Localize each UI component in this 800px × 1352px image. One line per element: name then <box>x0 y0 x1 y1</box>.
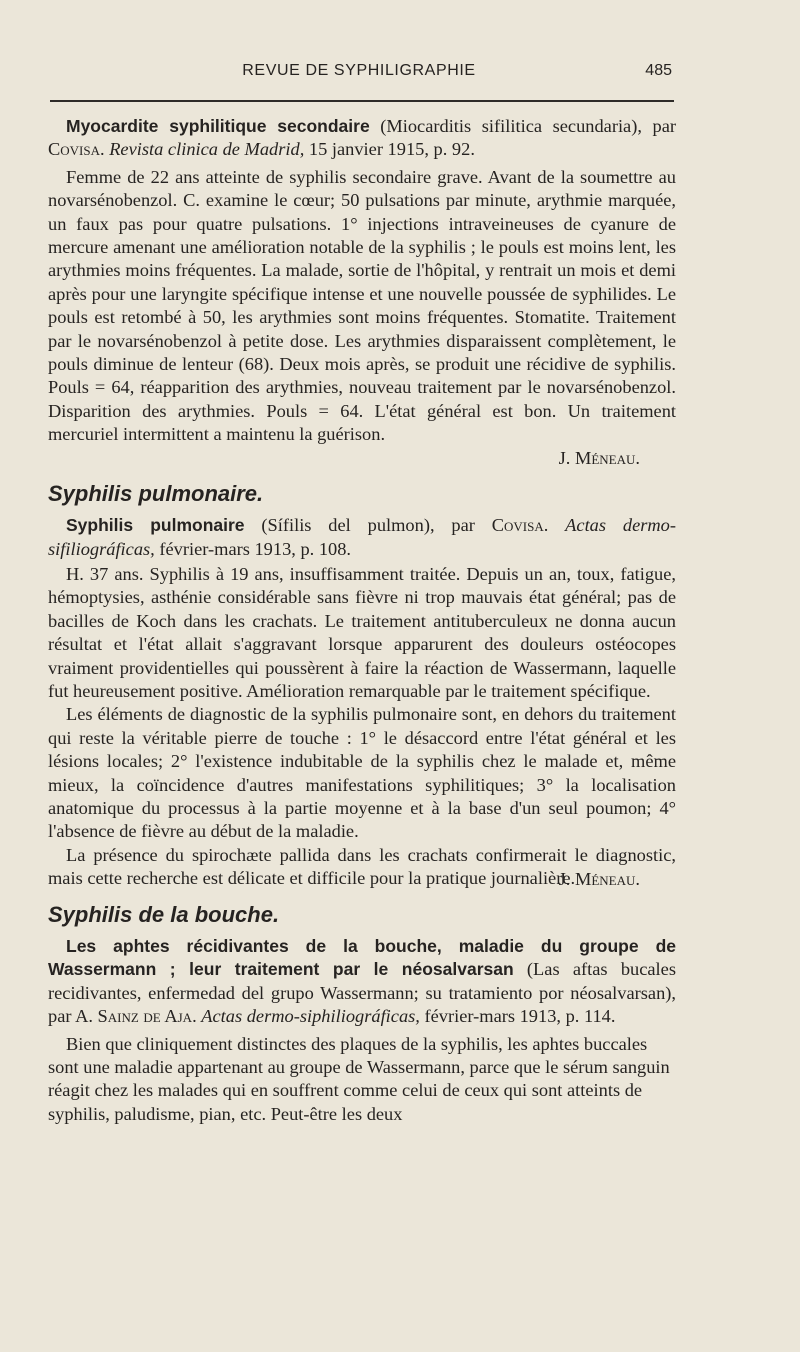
signature: J. Méneau. <box>558 868 640 889</box>
section-heading: Syphilis pulmonaire. <box>48 481 264 507</box>
citation-text: . <box>543 515 566 536</box>
article-title: Myocardite syphilitique secondaire <box>66 116 370 136</box>
page-body <box>48 115 676 1126</box>
citation-text: . <box>100 139 110 160</box>
citation-text: . <box>192 1006 202 1027</box>
article-paragraph: Femme de 22 ans atteinte de syphilis secondaire grave. Avant de la soumettre au novarsénobenzol. C. examine le cœur; 50 pulsations par minute, arythmie marquée, un faux pas pour quatre pulsations. 1° injections intraveineuses de cyanure de mercure amenant une amélioration notable de la syphilis ; le pouls est moins lent, les arythmies moins fréquentes. La malade, sortie de l'hôpital, y rentrait un mois et demi après pour une laryngite spécifique intense et une nouvelle poussée de syphilides. Le pouls est retombé à 50, les arythmies sont moins fréquentes. Stomatite. Traitement par le novarsénobenzol à petite dose. Les arythmies disparaissent complètement, le pouls diminue de lenteur (68). Deux mois après, se produit une récidive de syphilis. Pouls = 64, réapparition des arythmies, nouveau traitement par le novarsénobenzol. Disparition des arythmies. Pouls = 64. L'état général est bon. Un traitement mercuriel intermittent a maintenu la guérison. <box>48 166 676 445</box>
citation-date: février-mars 1913, p. 108. <box>154 538 352 559</box>
journal-name: Actas dermo-siphiliográficas, <box>201 1006 420 1027</box>
header-rule <box>50 100 674 102</box>
journal-title: REVUE DE SYPHILIGRAPHIE <box>242 62 476 79</box>
citation-text: (Miocarditis sifilitica secundaria), par <box>369 116 676 136</box>
author-name: Covisa <box>48 139 100 160</box>
article-title: Les aphtes récidivantes de la bouche, maladie du groupe de Wassermann ; leur traitement par le néosalvarsan <box>48 936 676 980</box>
citation-text: (Sífilis del pulmon), par <box>244 515 492 536</box>
author-name: Sainz de Aja <box>97 1006 193 1027</box>
article-paragraph: Les éléments de diagnostic de la syphilis pulmonaire sont, en dehors du traitement qui reste la véritable pierre de touche : 1° le désaccord entre l'état général et les lésions locales; 2° l'existence indubitable de la syphilis chez le malade et, même mieux, la coïncidence d'autres manifestations syphilitiques; 3° la localisation anatomique du processus à la partie moyenne et à la base d'un seul poumon; 4° l'absence de fièvre au début de la maladie. <box>48 704 676 842</box>
article-paragraph: La présence du spirochæte pallida dans les crachats confirmerait le diagnostic, mais cette recherche est délicate et difficile pour la pratique journalière. <box>48 844 676 889</box>
signature-line <box>48 447 676 470</box>
journal-name: Revista clinica de Madrid, <box>109 139 305 160</box>
running-header <box>46 62 672 86</box>
article-paragraph: H. 37 ans. Syphilis à 19 ans, insuffisamment traitée. Depuis un an, toux, fatigue, hémoptysies, asthénie considérable sans fièvre ni trop mauvais état général; pas de bacilles de Koch dans les crachats. Le traitement antituberculeux ne donna aucun résultat et l'état allait s'aggravant lorsque apparurent des douleurs ostéocopes vraiment providentielles qui poussèrent à faire la réaction de Wassermann, laquelle fut heureusement positive. Amélioration remarquable par le traitement spécifique. <box>48 563 676 701</box>
author-name: Covisa <box>491 515 544 536</box>
citation-text: (Las aftas bucales recidivantes, enfermedad del grupo Wassermann; su tratamiento por néosalvarsan), par A. <box>48 959 676 1027</box>
article-title: Syphilis pulmonaire <box>66 515 245 536</box>
article-citation <box>48 115 676 162</box>
citation-date: février-mars 1913, p. 114. <box>419 1006 616 1027</box>
article-citation <box>48 514 676 561</box>
section-heading: Syphilis de la bouche. <box>48 902 280 927</box>
page-number: 485 <box>645 62 672 79</box>
article-paragraph: Bien que cliniquement distinctes des plaques de la syphilis, les aphtes buccales sont une maladie appartenant au groupe de Wassermann, parce que le sérum sanguin réagit chez les malades qui en souffrent comme celui de ceux qui sont atteints de syphilis, paludisme, pian, etc. Peut-être les deux <box>48 1033 670 1124</box>
article-citation <box>48 935 676 1029</box>
journal-name: Actas dermo-sifiliográficas, <box>48 515 676 559</box>
citation-date: 15 janvier 1915, p. 92. <box>304 139 475 160</box>
signature: J. Méneau. <box>558 447 640 468</box>
